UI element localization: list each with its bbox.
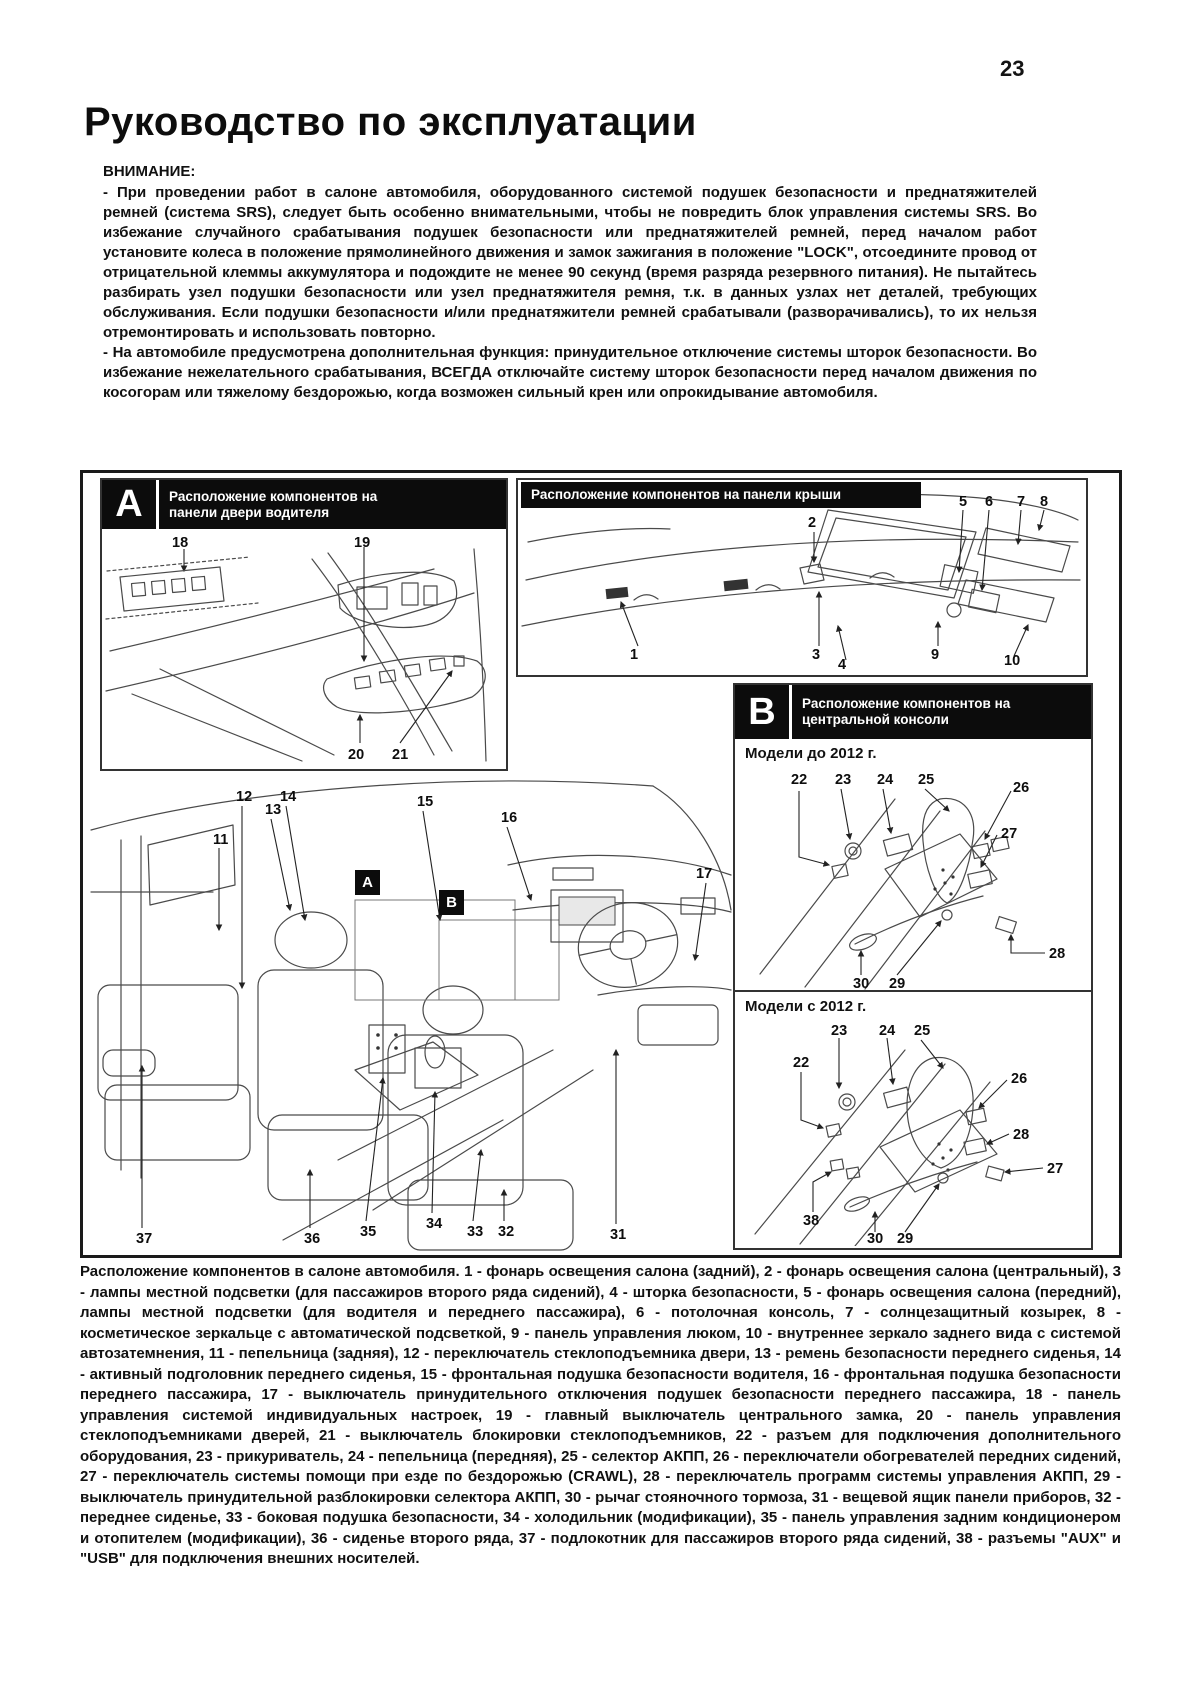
callout-23: 23: [831, 1023, 848, 1039]
panel-b-header: [735, 685, 1091, 739]
callout-30: 30: [867, 1231, 884, 1247]
callout-4: 4: [838, 657, 847, 673]
callout-22: 22: [793, 1055, 810, 1071]
roof-drawing: [518, 480, 1082, 671]
console-pre2012-drawing: [735, 739, 1087, 990]
callout-26: 26: [1013, 780, 1030, 796]
callout-5: 5: [959, 494, 968, 510]
panel-b-post2012: [735, 990, 1091, 1246]
callout-24: 24: [877, 772, 894, 788]
callout-6: 6: [985, 494, 994, 510]
callout-2: 2: [808, 515, 817, 531]
callout-29: 29: [897, 1231, 914, 1247]
callout-20: 20: [348, 747, 365, 763]
callout-30: 30: [853, 976, 870, 992]
callout-7: 7: [1017, 494, 1026, 510]
components-figure: [80, 470, 1122, 1258]
callout-11: 11: [213, 832, 229, 848]
callout-25: 25: [914, 1023, 931, 1039]
callout-31: 31: [610, 1227, 627, 1243]
warning-text: [103, 183, 1037, 403]
callout-34: 34: [426, 1216, 443, 1232]
callout-28: 28: [1049, 946, 1066, 962]
page-title: Руководство по эксплуатации: [84, 100, 697, 144]
inset-marker-b: B: [439, 890, 464, 915]
callout-23: 23: [835, 772, 852, 788]
panel-a-title: Расположение компонентов на панели двери водителя: [159, 480, 506, 529]
callout-35: 35: [360, 1224, 377, 1240]
callout-13: 13: [265, 802, 282, 818]
page-number: 23: [1000, 56, 1025, 81]
interior-sketch: [83, 770, 733, 1255]
callout-8: 8: [1040, 494, 1049, 510]
callout-22: 22: [791, 772, 808, 788]
console-post2012-drawing: [735, 992, 1087, 1246]
callout-10: 10: [1004, 653, 1021, 669]
callout-18: 18: [172, 535, 189, 551]
callout-17: 17: [696, 866, 713, 882]
callout-32: 32: [498, 1224, 515, 1240]
callout-15: 15: [417, 794, 434, 810]
panel-b-title: Расположение компонентов на центральной консоли: [792, 685, 1091, 739]
callout-19: 19: [354, 535, 371, 551]
panel-b-pre2012: [735, 739, 1091, 990]
callout-26: 26: [1011, 1071, 1028, 1087]
callout-27: 27: [1047, 1161, 1064, 1177]
post2012-label: Модели с 2012 г.: [745, 998, 867, 1015]
panel-a-header: [102, 480, 506, 529]
door-panel-drawing: [102, 529, 502, 767]
warning-paragraph-srs: - При проведении работ в салоне автомобиля, оборудованного системой подушек безопасности и преднатяжителей ремней (система SRS), следует быть особенно внимательными, чтобы не повредить блок управления системы SRS. Во избежание случайного срабатывания подушек безопасности или преднатяжителей ремней, перед началом работ установите колеса в положение прямолинейного движения и замок зажигания в положение "LOCK", отсоедините провод от отрицательной клеммы аккумулятора и подождите не менее 90 секунд (время разряда резервного питания). Не пытайтесь разбирать узел подушки безопасности или узел преднатяжителя ремня, т.к. в данных узлах нет деталей, требующих обслуживания. Если подушки безопасности и/или преднатяжители ремней срабатывали (разворачивались), то их нельзя отремонтировать и использовать повторно.: [103, 184, 1037, 341]
panel-a-letter: А: [102, 480, 156, 529]
inset-marker-a: A: [355, 870, 380, 895]
callout-25: 25: [918, 772, 935, 788]
panel-b-letter: В: [735, 685, 789, 739]
callout-9: 9: [931, 647, 940, 663]
callout-29: 29: [889, 976, 906, 992]
callout-27: 27: [1001, 826, 1018, 842]
callout-16: 16: [501, 810, 518, 826]
panel-a-driver-door: [100, 478, 508, 771]
panel-b-center-console: [733, 683, 1093, 1250]
warning-paragraph-curtain: - На автомобиле предусмотрена дополнительная функция: принудительное отключение системы шторок безопасности. Во избежание нежелательного срабатывания, ВСЕГДА отключайте систему шторок безопасности перед началом движения по косогорам или тяжелому бездорожью, когда возможен сильный крен или опрокидывание автомобиля.: [103, 344, 1037, 401]
callout-12: 12: [236, 789, 253, 805]
panel-roof-title: Расположение компонентов на панели крыши: [521, 482, 921, 508]
callout-38: 38: [803, 1213, 820, 1229]
callout-24: 24: [879, 1023, 896, 1039]
callout-21: 21: [392, 747, 409, 763]
callout-36: 36: [304, 1231, 321, 1247]
callout-1: 1: [630, 647, 639, 663]
callout-14: 14: [280, 789, 297, 805]
panel-roof: [516, 478, 1088, 677]
warning-label: ВНИМАНИЕ:: [103, 163, 196, 180]
callout-3: 3: [812, 647, 821, 663]
callout-28: 28: [1013, 1127, 1030, 1143]
pre2012-label: Модели до 2012 г.: [745, 745, 877, 762]
figure-caption: Расположение компонентов в салоне автомобиля. 1 - фонарь освещения салона (задний), 2 - фонарь освещения салона (центральный), 3 - лампы местной подсветки (для пассажиров второго ряда сидений), 4 - шторка безопасности, 5 - фонарь освещения салона (передний), лампы местной подсветки (для водителя и переднего пассажира), 6 - потолочная консоль, 7 - солнцезащитный козырек, 8 - косметическое зеркальце с автоматической подсветкой, 9 - панель управления люком, 10 - внутреннее зеркало заднего вида с системой автозатемнения, 11 - пепельница (задняя), 12 - переключатель стеклоподъемника двери, 13 - ремень безопасности переднего сиденья, 14 - активный подголовник переднего сиденья, 15 - фронтальная подушка безопасности водителя, 16 - фронтальная подушка безопасности переднего пассажира, 17 - выключатель принудительного отключения подушек безопасности переднего пассажира, 18 - панель управления системой индивидуальных настроек, 19 - главный выключатель центрального замка, 20 - панель управления стеклоподъемниками дверей, 21 - выключатель блокировки стеклоподъемников, 22 - разъем для подключения дополнительного оборудования, 23 - прикуриватель, 24 - пепельница (передняя), 25 - селектор АКПП, 26 - переключатели обогревателей передних сидений, 27 - переключатель системы помощи при езде по бездорожью (CRAWL), 28 - переключатель программ системы управления АКПП, 29 - выключатель принудительной разблокировки селектора АКПП, 30 - рычаг стояночного тормоза, 31 - вещевой ящик панели приборов, 32 - переднее сиденье, 33 - боковая подушка безопасности, 34 - холодильник (модификации), 35 - панель управления задним кондиционером и отопителем (модификации), 36 - сиденье второго ряда, 37 - подлокотник для пассажиров второго ряда сидений, 38 - разъемы "AUX" и "USB" для подключения внешних носителей.: [80, 1263, 1121, 1567]
interior-drawing: [83, 770, 733, 1255]
callout-33: 33: [467, 1224, 484, 1240]
callout-37: 37: [136, 1231, 153, 1247]
